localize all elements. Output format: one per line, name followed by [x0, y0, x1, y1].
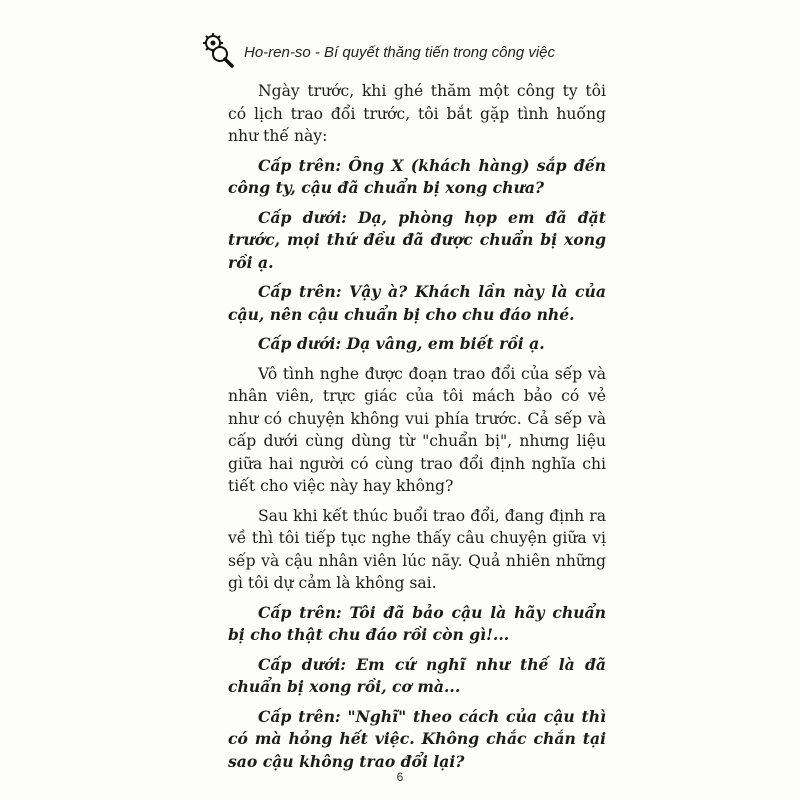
running-header: [198, 28, 618, 72]
dialogue-paragraph: Cấp trên: Ông X (khách hàng) sắp đến công ty, cậu đã chuẩn bị xong chưa?: [228, 155, 606, 197]
header-title: Ho-ren-so - Bí quyết thăng tiến trong công việc: [244, 43, 556, 61]
page-number: 6: [396, 770, 404, 784]
narrative-paragraph: Ngày trước, khi ghé thăm một công ty tôi có lịch trao đổi trước, tôi bắt gặp tình huống như thế này:: [228, 82, 606, 145]
body-text: [228, 80, 606, 780]
narrative-paragraph: Vô tình nghe được đoạn trao đổi của sếp và nhân viên, trực giác của tôi mách bảo có vẻ như có chuyện không vui phía trước. Cả sếp và cấp dưới cùng dùng từ "chuẩn bị", nhưng liệu giữa hai người có cùng trao đổi định nghĩa chi tiết cho việc này hay không?: [228, 364, 606, 495]
dialogue-paragraph: Cấp dưới: Em cứ nghĩ như thế là đã chuẩn bị xong rồi, cơ mà...: [228, 654, 606, 696]
dialogue-paragraph: Cấp dưới: Dạ, phòng họp em đã đặt trước, mọi thứ đều đã được chuẩn bị xong rồi ạ.: [228, 207, 606, 272]
narrative-paragraph: Sau khi kết thúc buổi trao đổi, đang định ra về thì tôi tiếp tục nghe thấy câu chuyện giữa vị sếp và cậu nhân viên lúc nãy. Quả nhiên những gì tôi dự cảm là không sai.: [228, 506, 606, 592]
dialogue-paragraph: Cấp trên: Tôi đã bảo cậu là hãy chuẩn bị cho thật chu đáo rồi còn gì!...: [228, 602, 606, 644]
dialogue-paragraph: Cấp dưới: Dạ vâng, em biết rồi ạ.: [258, 334, 545, 353]
dialogue-paragraph: Cấp trên: Vậy à? Khách lần này là của cậu, nên cậu chuẩn bị cho chu đáo nhé.: [228, 282, 606, 324]
magnifier-gear-icon: [198, 30, 238, 70]
dialogue-paragraph: Cấp trên: "Nghĩ" theo cách của cậu thì có mà hỏng hết việc. Không chắc chắn tại sao cậu không trao đổi lại?: [228, 706, 606, 771]
